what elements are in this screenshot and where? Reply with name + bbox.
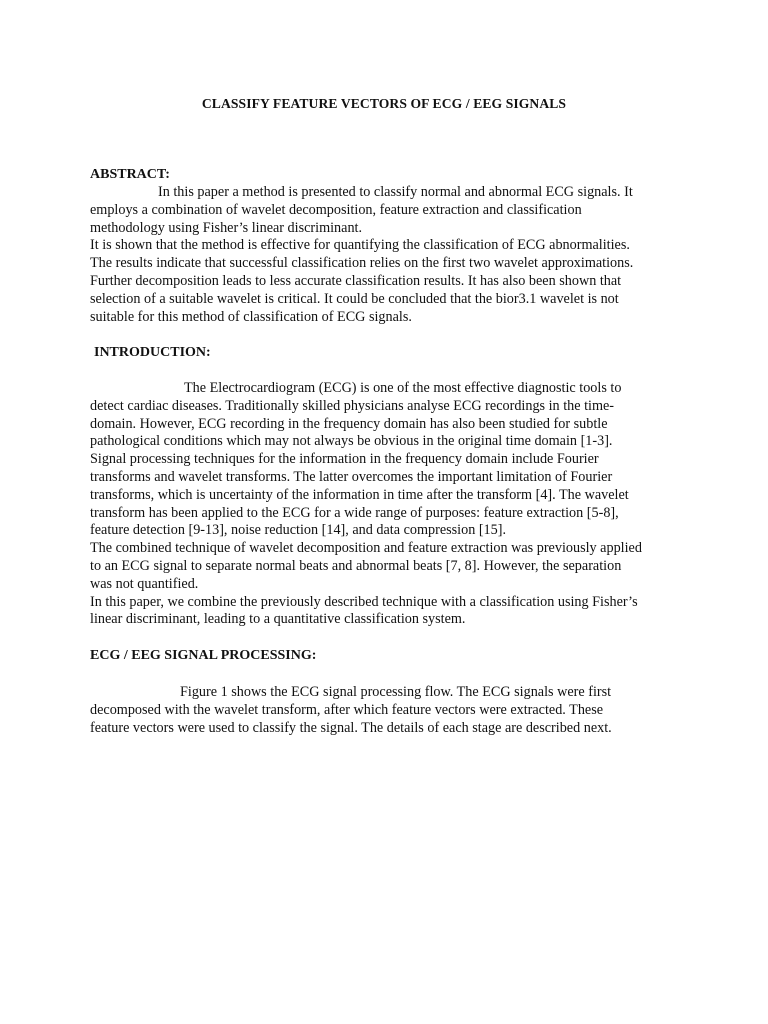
text-line: In this paper a method is presented to classify normal and abnormal ECG signals. It <box>158 184 633 200</box>
text-line: decomposed with the wavelet transform, after which feature vectors were extracted. These <box>90 701 604 718</box>
text-line: was not quantified. <box>90 575 199 592</box>
text-line: pathological conditions which may not always be obvious in the original time domain [1-3]. <box>90 433 613 450</box>
text-line: It is shown that the method is effective for quantifying the classification of ECG abnormalities. <box>90 237 630 254</box>
introduction-heading: INTRODUCTION: <box>94 345 211 360</box>
text-line: The results indicate that successful classification relies on the first two wavelet approximations. <box>90 255 634 272</box>
text-line: The combined technique of wavelet decomposition and feature extraction was previously applied <box>90 540 642 557</box>
text-line: In this paper, we combine the previously described technique with a classification using Fisher’s <box>90 593 638 610</box>
abstract-paragraph <box>90 184 690 326</box>
text-line: selection of a suitable wavelet is critical. It could be concluded that the bior3.1 wavelet is not <box>90 290 619 307</box>
introduction-paragraph <box>90 380 690 629</box>
text-line: Signal processing techniques for the information in the frequency domain include Fourier <box>90 451 599 468</box>
text-line: Further decomposition leads to less accurate classification results. It has also been shown that <box>90 272 622 289</box>
page-title: CLASSIFY FEATURE VECTORS OF ECG / EEG SIGNALS <box>201 96 567 111</box>
text-line: suitable for this method of classification of ECG signals. <box>90 308 412 325</box>
text-line: transform has been applied to the ECG for a wide range of purposes: feature extraction [5-8], <box>90 504 619 521</box>
text-line: detect cardiac diseases. Traditionally skilled physicians analyse ECG recordings in the time- <box>90 397 615 414</box>
text-line: linear discriminant, leading to a quantitative classification system. <box>90 611 466 628</box>
text-line: to an ECG signal to separate normal beats and abnormal beats [7, 8]. However, the separation <box>90 557 622 574</box>
text-line: Figure 1 shows the ECG signal processing flow. The ECG signals were first <box>180 684 612 700</box>
text-line: methodology using Fisher’s linear discriminant. <box>90 219 363 236</box>
text-line: transforms, which is uncertainty of the information in time after the transform [4]. The wavelet <box>90 486 629 503</box>
text-line: feature vectors were used to classify the signal. The details of each stage are described next. <box>90 719 612 736</box>
text-line: transforms and wavelet transforms. The latter overcomes the important limitation of Fourier <box>90 468 613 485</box>
text-line: feature detection [9-13], noise reduction [14], and data compression [15]. <box>90 522 507 539</box>
signal-processing-paragraph <box>90 684 690 737</box>
text-line: employs a combination of wavelet decomposition, feature extraction and classification <box>90 201 582 218</box>
text-line: domain. However, ECG recording in the frequency domain has also been studied for subtle <box>90 415 608 432</box>
abstract-heading: ABSTRACT: <box>90 167 170 182</box>
text-line: The Electrocardiogram (ECG) is one of the most effective diagnostic tools to <box>184 380 622 396</box>
signal-processing-heading: ECG / EEG SIGNAL PROCESSING: <box>90 648 317 663</box>
